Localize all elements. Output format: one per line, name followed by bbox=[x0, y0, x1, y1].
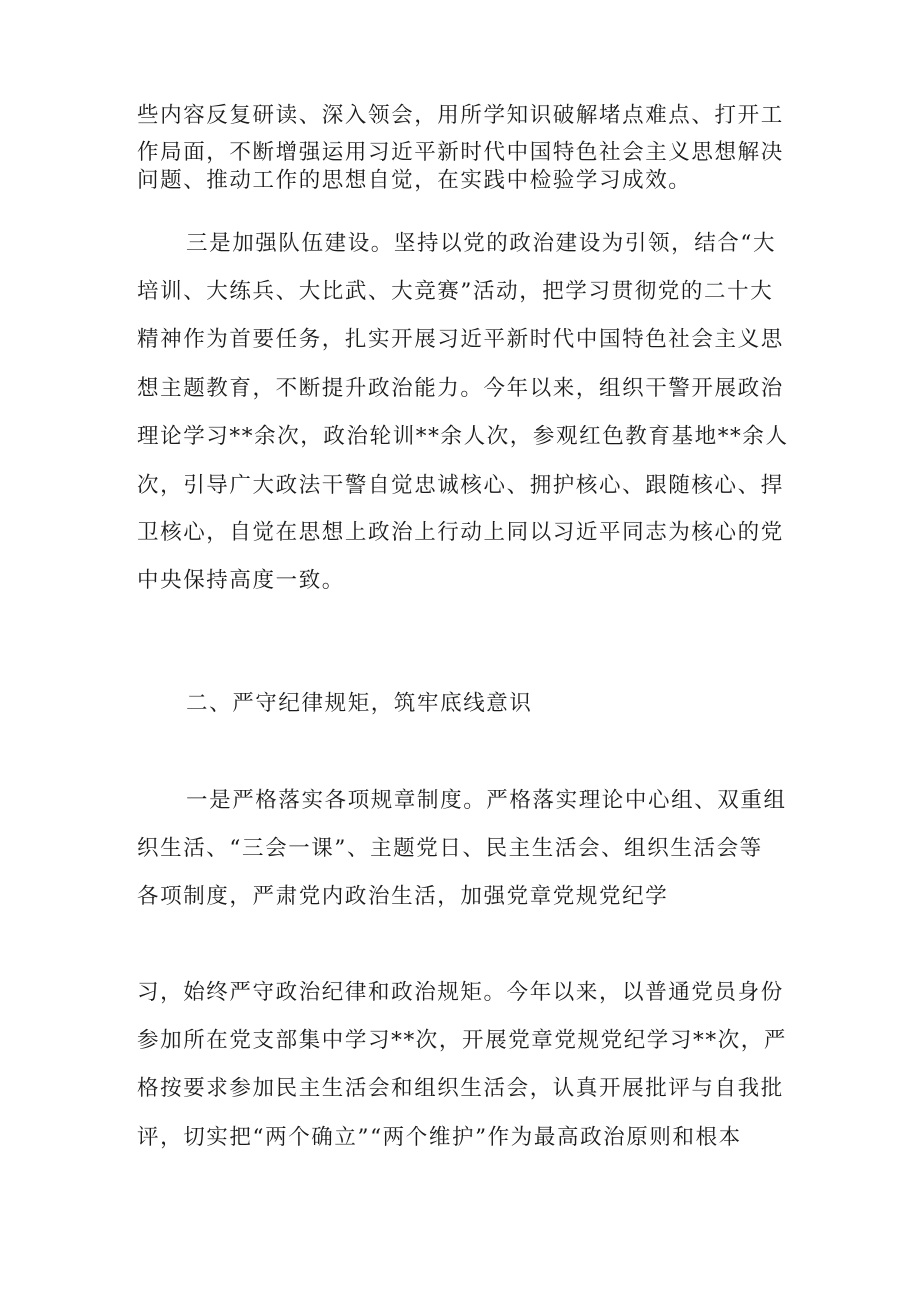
text-line: 理论学习**余次，政治轮训**余人次，参观红色教育基地**余人 bbox=[137, 424, 789, 449]
text-line: 参加所在党支部集中学习**次，开展党章党规党纪学习**次，严 bbox=[137, 1028, 788, 1053]
text-line: 问题、推动工作的思想自觉，在实践中检验学习成效。 bbox=[137, 168, 692, 193]
text-line: 作局面，不断增强运用习近平新时代中国特色社会主义思想解决 bbox=[137, 140, 784, 165]
section-heading: 二、严守纪律规矩，筑牢底线意识 bbox=[186, 691, 533, 716]
text-line: 中央保持高度一致。 bbox=[137, 568, 345, 593]
text-line: 些内容反复研读、深入领会，用所学知识破解堵点难点、打开工 bbox=[137, 103, 784, 128]
text-line: 想主题教育，不断提升政治能力。今年以来，组织干警开展政治 bbox=[137, 376, 784, 401]
text-line: 习，始终严守政治纪律和政治规矩。今年以来，以普通党员身份 bbox=[137, 980, 784, 1005]
text-line: 织生活、“三会一课”、主题党日、民主生活会、组织生活会等 bbox=[137, 836, 763, 861]
text-line: 格按要求参加民主生活会和组织生活会，认真开展批评与自我批 bbox=[137, 1076, 784, 1101]
text-line: 培训、大练兵、大比武、大竞赛”活动，把学习贯彻党的二十大 bbox=[137, 279, 774, 304]
text-line: 卫核心，自觉在思想上政治上行动上同以习近平同志为核心的党 bbox=[137, 520, 784, 545]
paragraph-first-line: 一是严格落实各项规章制度。严格落实理论中心组、双重组 bbox=[186, 788, 787, 813]
text-line: 次，引导广大政法干警自觉忠诚核心、拥护核心、跟随核心、捍 bbox=[137, 473, 784, 498]
text-line: 精神作为首要任务，扎实开展习近平新时代中国特色社会主义思 bbox=[137, 327, 784, 352]
text-line: 评，切实把“两个确立”“两个维护”作为最高政治原则和根本 bbox=[137, 1125, 742, 1150]
paragraph-first-line: 三是加强队伍建设。坚持以党的政治建设为引领，结合“大 bbox=[186, 231, 777, 256]
text-line: 各项制度，严肃党内政治生活，加强党章党规党纪学 bbox=[137, 884, 669, 909]
